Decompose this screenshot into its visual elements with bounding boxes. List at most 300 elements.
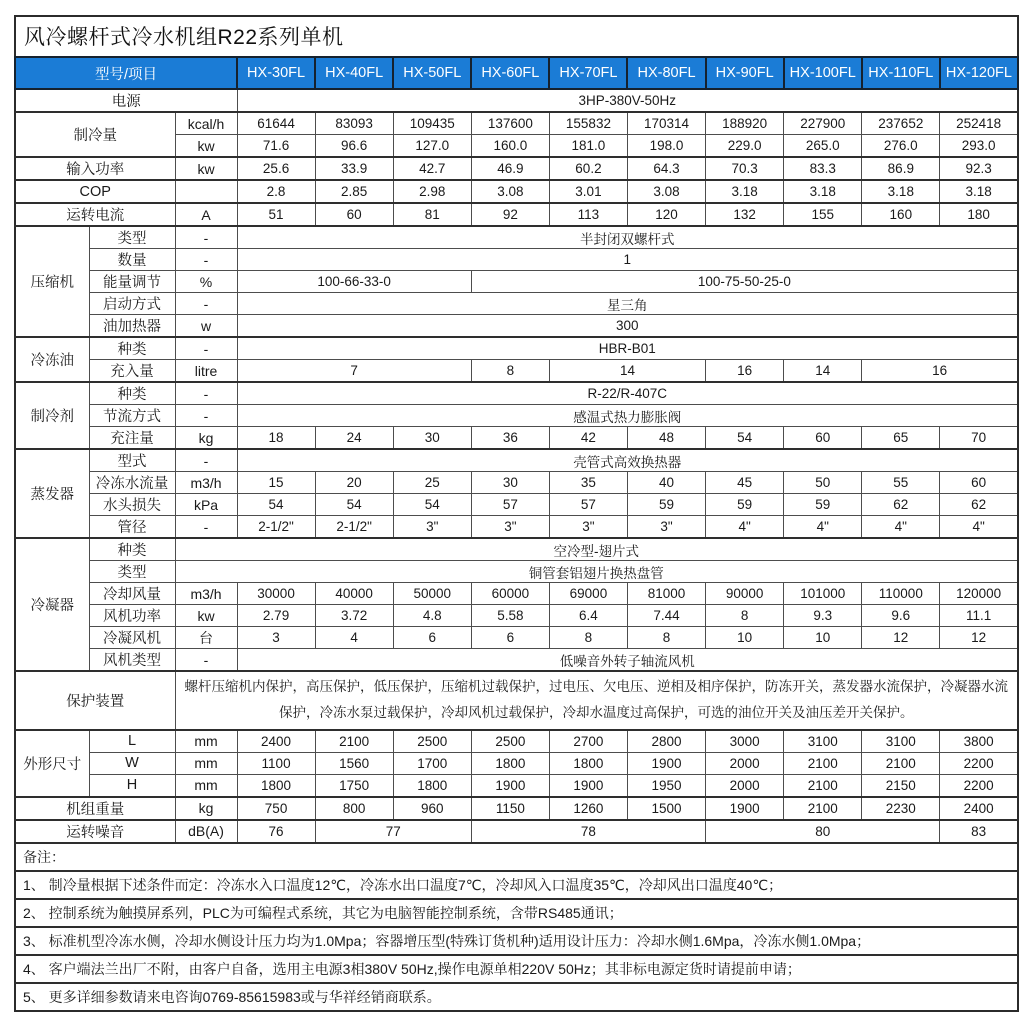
value-cell: 90000 <box>706 583 784 605</box>
value-cell: 24 <box>315 427 393 450</box>
value-cell: 1700 <box>393 752 471 774</box>
value-cell: 1800 <box>237 774 315 797</box>
table-row <box>15 180 1018 203</box>
value-cell: 800 <box>315 797 393 820</box>
value-cell: 54 <box>237 494 315 516</box>
value-cell: 293.0 <box>940 135 1018 158</box>
value-cell: 9.6 <box>862 605 940 627</box>
row-label: 种类 <box>89 382 175 405</box>
value-cell: 132 <box>706 203 784 226</box>
value-cell: 83.3 <box>784 157 862 180</box>
value-cell: 30000 <box>237 583 315 605</box>
section-label: 冷凝器 <box>15 538 89 671</box>
table-row <box>15 449 1018 472</box>
value-cell: 46.9 <box>471 157 549 180</box>
value-cell: 61644 <box>237 112 315 135</box>
row-label: 风机功率 <box>89 605 175 627</box>
spec-sheet <box>14 15 1019 1012</box>
value-cell: 40000 <box>315 583 393 605</box>
unit-cell: - <box>175 449 237 472</box>
row-label: 类型 <box>89 561 175 583</box>
value-cell: 2100 <box>315 730 393 753</box>
value-cell: 2000 <box>706 774 784 797</box>
spec-table-body <box>15 57 1018 1011</box>
table-row <box>15 605 1018 627</box>
value-cell: 750 <box>237 797 315 820</box>
value-cell: 4" <box>940 516 1018 539</box>
value-cell: 4 <box>315 627 393 649</box>
table-row <box>15 983 1018 1011</box>
row-label: 节流方式 <box>89 405 175 427</box>
table-row <box>15 927 1018 955</box>
note-text: 备注： <box>15 843 1018 871</box>
model-column-header: HX-90FL <box>706 57 784 89</box>
table-row <box>15 774 1018 797</box>
table-row <box>15 89 1018 112</box>
value-cell: 198.0 <box>627 135 705 158</box>
merged-value-cell: 星三角 <box>237 293 1018 315</box>
unit-cell: - <box>175 337 237 360</box>
value-cell: 120 <box>627 203 705 226</box>
merged-value-cell: 3HP-380V-50Hz <box>237 89 1018 112</box>
model-column-header: HX-80FL <box>627 57 705 89</box>
row-label: 油加热器 <box>89 315 175 338</box>
unit-cell: - <box>175 516 237 539</box>
value-cell: 7.44 <box>627 605 705 627</box>
value-cell: 276.0 <box>862 135 940 158</box>
value-cell: 35 <box>549 472 627 494</box>
unit-cell: - <box>175 249 237 271</box>
value-cell: 1900 <box>471 774 549 797</box>
row-label: 能量调节 <box>89 271 175 293</box>
row-label: 充入量 <box>89 360 175 383</box>
value-cell: 3100 <box>784 730 862 753</box>
header-row <box>15 57 1018 89</box>
value-cell: 4" <box>706 516 784 539</box>
value-cell: 113 <box>549 203 627 226</box>
unit-cell: 台 <box>175 627 237 649</box>
table-row <box>15 538 1018 561</box>
value-cell: 180 <box>940 203 1018 226</box>
value-cell: 30 <box>393 427 471 450</box>
value-cell: 2.79 <box>237 605 315 627</box>
value-cell: 155 <box>784 203 862 226</box>
row-label: 水头损失 <box>89 494 175 516</box>
value-cell: 3800 <box>940 730 1018 753</box>
value-cell: 16 <box>706 360 784 383</box>
value-cell: 2100 <box>784 774 862 797</box>
value-cell: 81000 <box>627 583 705 605</box>
table-row <box>15 472 1018 494</box>
value-cell: 48 <box>627 427 705 450</box>
table-row <box>15 516 1018 539</box>
value-cell: 70 <box>940 427 1018 450</box>
value-cell: 155832 <box>549 112 627 135</box>
unit-cell: A <box>175 203 237 226</box>
section-label: 制冷剂 <box>15 382 89 449</box>
value-cell: 3" <box>549 516 627 539</box>
value-cell: 50000 <box>393 583 471 605</box>
model-column-header: HX-100FL <box>784 57 862 89</box>
value-cell: 54 <box>315 494 393 516</box>
value-cell: 45 <box>706 472 784 494</box>
value-cell: 51 <box>237 203 315 226</box>
value-cell: 2800 <box>627 730 705 753</box>
table-row <box>15 752 1018 774</box>
row-label: 类型 <box>89 226 175 249</box>
value-cell: 4" <box>784 516 862 539</box>
protection-text: 螺杆压缩机内保护，高压保护，低压保护，压缩机过载保护，过电压、欠电压、逆相及相序保护，防冻开关，蒸发器水流保护，冷凝器水流保护，冷冻水泵过载保护，冷却风机过载保护，冷却水温度过高保护，可选的油位开关及油压差开关保护。 <box>175 671 1018 730</box>
unit-cell: w <box>175 315 237 338</box>
value-cell: 15 <box>237 472 315 494</box>
model-column-header: HX-40FL <box>315 57 393 89</box>
value-cell: 8 <box>549 627 627 649</box>
value-cell: 70.3 <box>706 157 784 180</box>
table-row <box>15 583 1018 605</box>
value-cell: 33.9 <box>315 157 393 180</box>
model-column-header: HX-70FL <box>549 57 627 89</box>
value-cell: 6 <box>471 627 549 649</box>
merged-value-cell: 7 <box>237 360 471 383</box>
value-cell: 62 <box>862 494 940 516</box>
value-cell: 2700 <box>549 730 627 753</box>
value-cell: 110000 <box>862 583 940 605</box>
value-cell: 3" <box>393 516 471 539</box>
value-cell: 42 <box>549 427 627 450</box>
table-row <box>15 405 1018 427</box>
value-cell: 2.85 <box>315 180 393 203</box>
row-label: 制冷量 <box>15 112 175 157</box>
row-label: 电源 <box>15 89 237 112</box>
value-cell: 6 <box>393 627 471 649</box>
model-column-header: HX-30FL <box>237 57 315 89</box>
value-cell: 188920 <box>706 112 784 135</box>
value-cell: 54 <box>706 427 784 450</box>
table-row <box>15 843 1018 871</box>
value-cell: 2500 <box>471 730 549 753</box>
value-cell: 12 <box>940 627 1018 649</box>
value-cell: 1260 <box>549 797 627 820</box>
table-row <box>15 955 1018 983</box>
value-cell: 170314 <box>627 112 705 135</box>
value-cell: 81 <box>393 203 471 226</box>
merged-value-cell: 铜管套铝翅片换热盘管 <box>175 561 1018 583</box>
value-cell: 1900 <box>627 752 705 774</box>
row-label: 冷冻水流量 <box>89 472 175 494</box>
value-cell: 10 <box>706 627 784 649</box>
value-cell: 8 <box>706 605 784 627</box>
value-cell: 181.0 <box>549 135 627 158</box>
value-cell: 3000 <box>706 730 784 753</box>
value-cell: 960 <box>393 797 471 820</box>
value-cell: 2500 <box>393 730 471 753</box>
merged-value-cell: R-22/R-407C <box>237 382 1018 405</box>
table-row <box>15 382 1018 405</box>
value-cell: 2230 <box>862 797 940 820</box>
unit-cell <box>175 180 237 203</box>
unit-cell: - <box>175 293 237 315</box>
value-cell: 137600 <box>471 112 549 135</box>
unit-cell: kcal/h <box>175 112 237 135</box>
merged-value-cell: HBR-B01 <box>237 337 1018 360</box>
value-cell: 20 <box>315 472 393 494</box>
value-cell: 265.0 <box>784 135 862 158</box>
value-cell: 3.18 <box>862 180 940 203</box>
merged-value-cell: 77 <box>315 820 471 843</box>
table-row <box>15 797 1018 820</box>
section-label: 蒸发器 <box>15 449 89 538</box>
row-label: H <box>89 774 175 797</box>
value-cell: 25.6 <box>237 157 315 180</box>
value-cell: 1800 <box>471 752 549 774</box>
unit-cell: litre <box>175 360 237 383</box>
value-cell: 3.18 <box>784 180 862 203</box>
row-label: 运转电流 <box>15 203 175 226</box>
value-cell: 57 <box>471 494 549 516</box>
value-cell: 10 <box>784 627 862 649</box>
unit-cell: kw <box>175 605 237 627</box>
unit-cell: % <box>175 271 237 293</box>
value-cell: 9.3 <box>784 605 862 627</box>
value-cell: 92 <box>471 203 549 226</box>
value-cell: 237652 <box>862 112 940 135</box>
row-label: 运转噪音 <box>15 820 175 843</box>
value-cell: 2-1/2" <box>237 516 315 539</box>
value-cell: 60.2 <box>549 157 627 180</box>
table-row <box>15 671 1018 730</box>
value-cell: 1150 <box>471 797 549 820</box>
value-cell: 4" <box>862 516 940 539</box>
value-cell: 14 <box>784 360 862 383</box>
value-cell: 86.9 <box>862 157 940 180</box>
value-cell: 3.72 <box>315 605 393 627</box>
value-cell: 40 <box>627 472 705 494</box>
unit-cell: kw <box>175 135 237 158</box>
note-text: 2、 控制系统为触摸屏系列，PLC为可编程式系统，其它为电脑智能控制系统，含带RS485通讯； <box>15 899 1018 927</box>
spec-table <box>14 56 1019 1012</box>
row-label: W <box>89 752 175 774</box>
value-cell: 101000 <box>784 583 862 605</box>
unit-cell: - <box>175 649 237 672</box>
value-cell: 64.3 <box>627 157 705 180</box>
section-label: 压缩机 <box>15 226 89 337</box>
row-label: 冷凝风机 <box>89 627 175 649</box>
table-row <box>15 561 1018 583</box>
value-cell: 92.3 <box>940 157 1018 180</box>
table-row <box>15 360 1018 383</box>
model-column-header: HX-120FL <box>940 57 1018 89</box>
unit-cell: mm <box>175 774 237 797</box>
value-cell: 69000 <box>549 583 627 605</box>
merged-value-cell: 感温式热力膨胀阀 <box>237 405 1018 427</box>
merged-value-cell: 壳管式高效换热器 <box>237 449 1018 472</box>
value-cell: 3.18 <box>940 180 1018 203</box>
unit-cell: dB(A) <box>175 820 237 843</box>
value-cell: 3" <box>471 516 549 539</box>
table-row <box>15 226 1018 249</box>
value-cell: 18 <box>237 427 315 450</box>
value-cell: 252418 <box>940 112 1018 135</box>
value-cell: 3100 <box>862 730 940 753</box>
value-cell: 2200 <box>940 774 1018 797</box>
value-cell: 2000 <box>706 752 784 774</box>
value-cell: 2.8 <box>237 180 315 203</box>
table-row <box>15 112 1018 135</box>
unit-cell: kg <box>175 427 237 450</box>
value-cell: 60000 <box>471 583 549 605</box>
value-cell: 4.8 <box>393 605 471 627</box>
row-label: 种类 <box>89 538 175 561</box>
merged-value-cell: 1 <box>237 249 1018 271</box>
value-cell: 11.1 <box>940 605 1018 627</box>
table-row <box>15 271 1018 293</box>
table-row <box>15 649 1018 672</box>
value-cell: 8 <box>471 360 549 383</box>
unit-cell: - <box>175 226 237 249</box>
table-row <box>15 820 1018 843</box>
table-row <box>15 315 1018 338</box>
merged-value-cell: 78 <box>471 820 705 843</box>
unit-cell: m3/h <box>175 472 237 494</box>
value-cell: 62 <box>940 494 1018 516</box>
value-cell: 3.08 <box>627 180 705 203</box>
table-row <box>15 899 1018 927</box>
value-cell: 127.0 <box>393 135 471 158</box>
value-cell: 1750 <box>315 774 393 797</box>
row-label: 种类 <box>89 337 175 360</box>
note-text: 5、 更多详细参数请来电咨询0769-85615983或与华祥经销商联系。 <box>15 983 1018 1011</box>
value-cell: 59 <box>784 494 862 516</box>
table-row <box>15 871 1018 899</box>
value-cell: 2400 <box>940 797 1018 820</box>
merged-value-cell: 80 <box>706 820 940 843</box>
note-text: 4、 客户端法兰出厂不附，由客户自备，选用主电源3相380V 50Hz,操作电源单相220V 50Hz；其非标电源定货时请提前申请； <box>15 955 1018 983</box>
unit-cell: m3/h <box>175 583 237 605</box>
value-cell: 3.18 <box>706 180 784 203</box>
value-cell: 2100 <box>784 752 862 774</box>
row-label: 输入功率 <box>15 157 175 180</box>
merged-value-cell: 半封闭双螺杆式 <box>237 226 1018 249</box>
merged-value-cell: 空冷型-翅片式 <box>175 538 1018 561</box>
value-cell: 3.08 <box>471 180 549 203</box>
value-cell: 6.4 <box>549 605 627 627</box>
value-cell: 2400 <box>237 730 315 753</box>
merged-value-cell: 低噪音外转子轴流风机 <box>237 649 1018 672</box>
value-cell: 2-1/2" <box>315 516 393 539</box>
value-cell: 160.0 <box>471 135 549 158</box>
table-row <box>15 427 1018 450</box>
value-cell: 1900 <box>706 797 784 820</box>
value-cell: 3.01 <box>549 180 627 203</box>
row-label: 启动方式 <box>89 293 175 315</box>
merged-value-cell: 100-66-33-0 <box>237 271 471 293</box>
merged-value-cell: 300 <box>237 315 1018 338</box>
model-column-header: HX-60FL <box>471 57 549 89</box>
value-cell: 55 <box>862 472 940 494</box>
value-cell: 76 <box>237 820 315 843</box>
row-label: 型式 <box>89 449 175 472</box>
value-cell: 229.0 <box>706 135 784 158</box>
value-cell: 8 <box>627 627 705 649</box>
unit-cell: mm <box>175 752 237 774</box>
value-cell: 65 <box>862 427 940 450</box>
row-label: 充注量 <box>89 427 175 450</box>
row-label: 风机类型 <box>89 649 175 672</box>
value-cell: 3 <box>237 627 315 649</box>
value-cell: 1950 <box>627 774 705 797</box>
row-label: L <box>89 730 175 753</box>
value-cell: 83093 <box>315 112 393 135</box>
value-cell: 120000 <box>940 583 1018 605</box>
table-row <box>15 157 1018 180</box>
value-cell: 60 <box>940 472 1018 494</box>
section-label: 外形尺寸 <box>15 730 89 797</box>
table-row <box>15 249 1018 271</box>
value-cell: 36 <box>471 427 549 450</box>
value-cell: 227900 <box>784 112 862 135</box>
table-row <box>15 494 1018 516</box>
unit-cell: mm <box>175 730 237 753</box>
table-row <box>15 627 1018 649</box>
value-cell: 2200 <box>940 752 1018 774</box>
note-text: 1、 制冷量根据下述条件而定：冷冻水入口温度12℃，冷冻水出口温度7℃，冷却风入口温度35℃，冷却风出口温度40℃； <box>15 871 1018 899</box>
page-title: 风冷螺杆式冷水机组R22系列单机 <box>14 15 1019 56</box>
value-cell: 50 <box>784 472 862 494</box>
row-label: 保护装置 <box>15 671 175 730</box>
note-text: 3、 标准机型冷冻水侧，冷却水侧设计压力均为1.0Mpa；容器增压型(特殊订货机种)适用设计压力：冷却水侧1.6Mpa，冷冻水侧1.0Mpa； <box>15 927 1018 955</box>
merged-value-cell: 16 <box>862 360 1018 383</box>
unit-cell: kw <box>175 157 237 180</box>
unit-cell: - <box>175 405 237 427</box>
value-cell: 3" <box>627 516 705 539</box>
table-row <box>15 337 1018 360</box>
merged-value-cell: 14 <box>549 360 705 383</box>
value-cell: 25 <box>393 472 471 494</box>
table-row <box>15 293 1018 315</box>
value-cell: 1900 <box>549 774 627 797</box>
value-cell: 160 <box>862 203 940 226</box>
row-label: 管径 <box>89 516 175 539</box>
unit-cell: - <box>175 382 237 405</box>
value-cell: 1560 <box>315 752 393 774</box>
row-label: 冷却风量 <box>89 583 175 605</box>
unit-cell: kg <box>175 797 237 820</box>
value-cell: 2100 <box>862 752 940 774</box>
value-cell: 57 <box>549 494 627 516</box>
value-cell: 30 <box>471 472 549 494</box>
value-cell: 109435 <box>393 112 471 135</box>
value-cell: 1100 <box>237 752 315 774</box>
table-row <box>15 203 1018 226</box>
row-label: 数量 <box>89 249 175 271</box>
value-cell: 59 <box>706 494 784 516</box>
model-column-header: HX-110FL <box>862 57 940 89</box>
row-label: 机组重量 <box>15 797 175 820</box>
merged-value-cell: 100-75-50-25-0 <box>471 271 1018 293</box>
value-cell: 1500 <box>627 797 705 820</box>
value-cell: 71.6 <box>237 135 315 158</box>
value-cell: 2.98 <box>393 180 471 203</box>
value-cell: 2100 <box>784 797 862 820</box>
value-cell: 60 <box>315 203 393 226</box>
value-cell: 2150 <box>862 774 940 797</box>
value-cell: 12 <box>862 627 940 649</box>
value-cell: 5.58 <box>471 605 549 627</box>
value-cell: 96.6 <box>315 135 393 158</box>
value-cell: 54 <box>393 494 471 516</box>
value-cell: 60 <box>784 427 862 450</box>
row-label: COP <box>15 180 175 203</box>
